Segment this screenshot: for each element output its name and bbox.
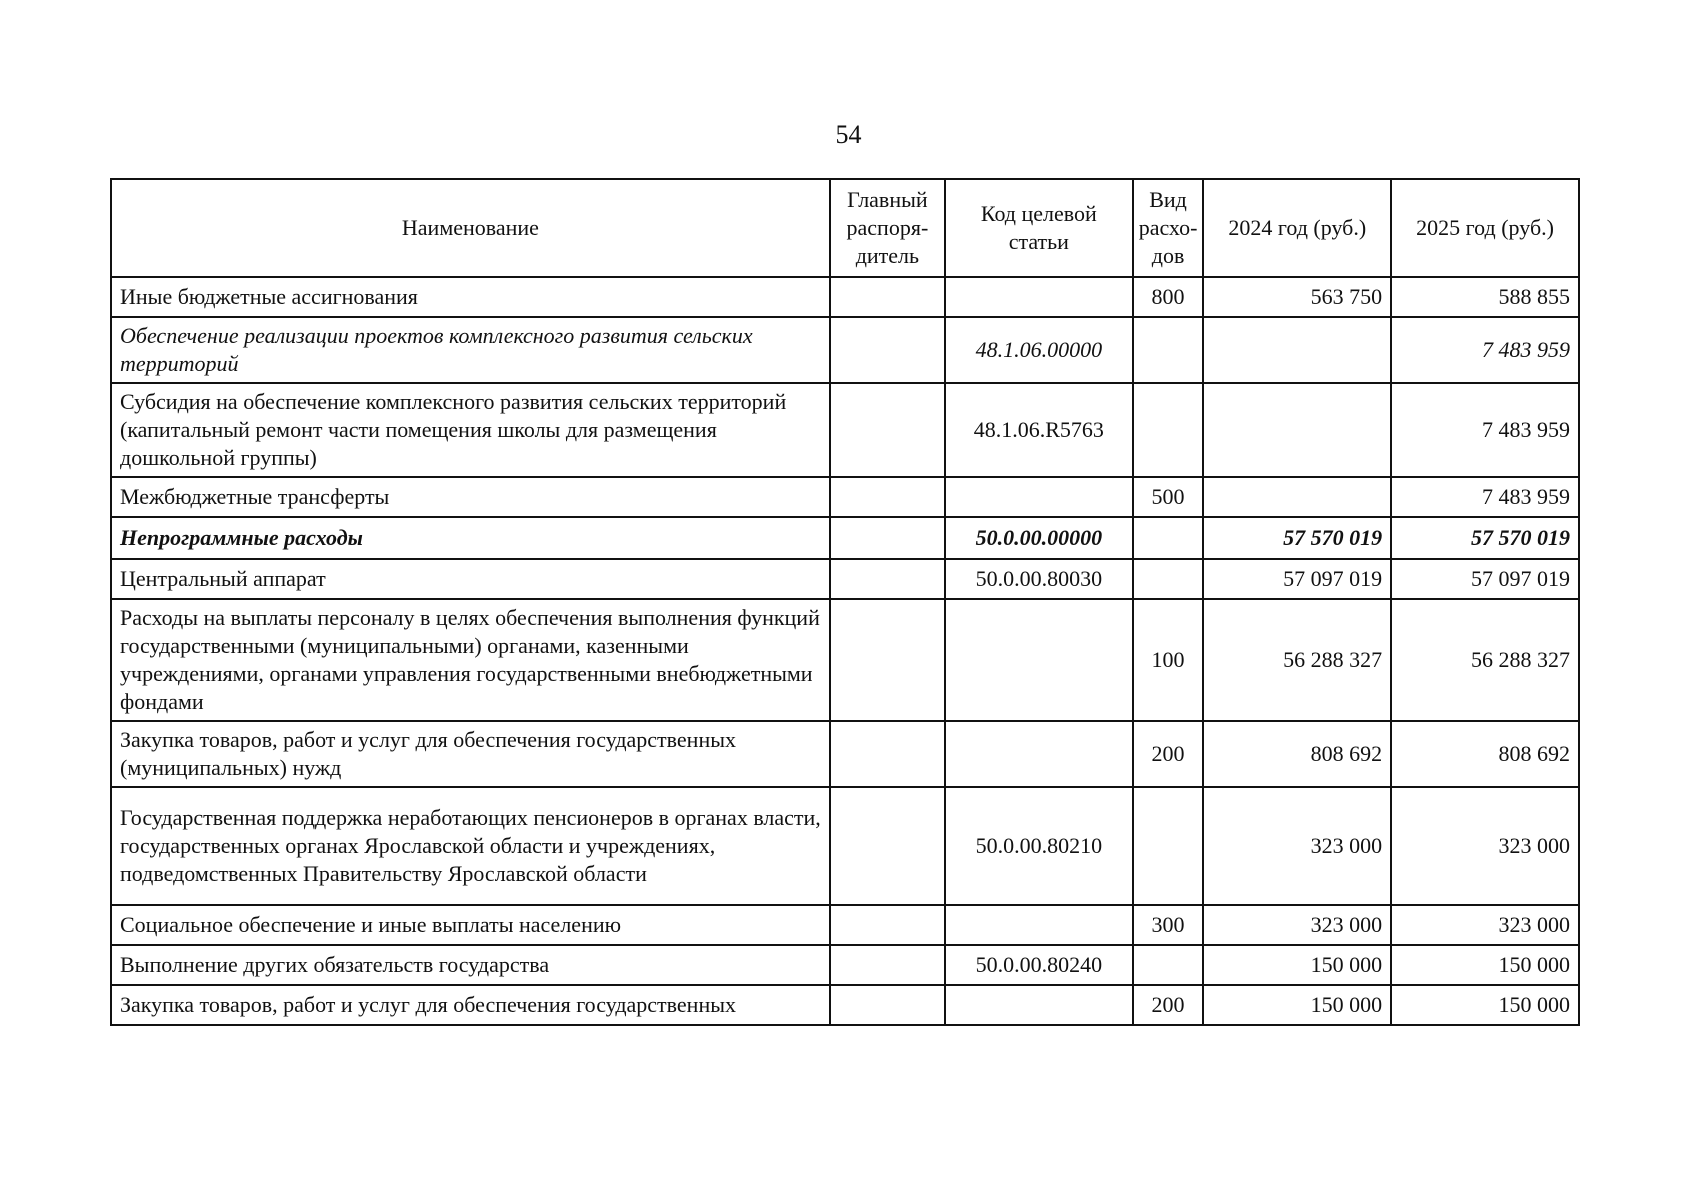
cell-year-2024 [1203,477,1391,517]
cell-year-2025: 7 483 959 [1391,477,1579,517]
cell-name: Государственная поддержка неработающих пенсионеров в органах власти, государственных органах Ярославской области и учреждениях, подведомственных Правительству Ярославской области [111,787,830,905]
cell-year-2025: 57 097 019 [1391,559,1579,599]
cell-year-2024: 56 288 327 [1203,599,1391,721]
budget-table [110,178,1580,1026]
cell-year-2025: 323 000 [1391,905,1579,945]
cell-year-2024: 150 000 [1203,985,1391,1025]
cell-vid: 200 [1133,985,1204,1025]
cell-year-2024 [1203,383,1391,477]
cell-name: Выполнение других обязательств государства [111,945,830,985]
cell-name: Расходы на выплаты персоналу в целях обеспечения выполнения функций государственными (муниципальными) органами, казенными учреждениями, органами управления государственными внебюджетными фондами [111,599,830,721]
cell-year-2025: 150 000 [1391,985,1579,1025]
table-row [111,945,1579,985]
cell-year-2024: 57 570 019 [1203,517,1391,559]
header-year-2024: 2024 год (руб.) [1203,179,1391,277]
cell-name: Центральный аппарат [111,559,830,599]
cell-name: Обеспечение реализации проектов комплексного развития сельских территорий [111,317,830,383]
table-row [111,559,1579,599]
cell-code: 48.1.06.R5763 [945,383,1133,477]
cell-year-2024: 57 097 019 [1203,559,1391,599]
table-row [111,721,1579,787]
cell-code: 48.1.06.00000 [945,317,1133,383]
cell-vid [1133,945,1204,985]
cell-code: 50.0.00.80210 [945,787,1133,905]
cell-name: Закупка товаров, работ и услуг для обеспечения государственных [111,985,830,1025]
cell-vid [1133,517,1204,559]
cell-code [945,905,1133,945]
cell-code [945,599,1133,721]
cell-name: Субсидия на обеспечение комплексного развития сельских территорий (капитальный ремонт части помещения школы для размещения дошкольной группы) [111,383,830,477]
table-row [111,599,1579,721]
header-name: Наименование [111,179,830,277]
table-row [111,277,1579,317]
cell-code [945,721,1133,787]
header-vid: Вид расхо-дов [1133,179,1204,277]
cell-admin [830,317,945,383]
cell-admin [830,599,945,721]
cell-year-2025: 808 692 [1391,721,1579,787]
cell-code: 50.0.00.80240 [945,945,1133,985]
cell-admin [830,559,945,599]
cell-year-2024: 323 000 [1203,787,1391,905]
cell-vid [1133,383,1204,477]
cell-code [945,477,1133,517]
cell-code [945,277,1133,317]
cell-admin [830,945,945,985]
page-number: 54 [835,120,862,149]
cell-year-2025: 56 288 327 [1391,599,1579,721]
header-year-2025: 2025 год (руб.) [1391,179,1579,277]
cell-admin [830,277,945,317]
cell-admin [830,985,945,1025]
cell-name: Иные бюджетные ассигнования [111,277,830,317]
cell-admin [830,517,945,559]
cell-vid: 800 [1133,277,1204,317]
cell-name: Закупка товаров, работ и услуг для обеспечения государственных (муниципальных) нужд [111,721,830,787]
table-row [111,787,1579,905]
cell-admin [830,383,945,477]
cell-vid: 100 [1133,599,1204,721]
cell-vid [1133,317,1204,383]
header-admin: Главный распоря-дитель [830,179,945,277]
table-header-row [111,179,1579,277]
cell-year-2025: 7 483 959 [1391,383,1579,477]
cell-name: Непрограммные расходы [111,517,830,559]
cell-vid [1133,787,1204,905]
cell-admin [830,905,945,945]
cell-vid: 500 [1133,477,1204,517]
cell-code: 50.0.00.80030 [945,559,1133,599]
cell-vid [1133,559,1204,599]
table-row [111,985,1579,1025]
cell-year-2024: 563 750 [1203,277,1391,317]
cell-year-2025: 588 855 [1391,277,1579,317]
table-row [111,477,1579,517]
table-row [111,317,1579,383]
cell-code [945,985,1133,1025]
cell-year-2024: 150 000 [1203,945,1391,985]
cell-year-2024: 808 692 [1203,721,1391,787]
cell-name: Межбюджетные трансферты [111,477,830,517]
cell-admin [830,477,945,517]
cell-year-2025: 57 570 019 [1391,517,1579,559]
table-row [111,905,1579,945]
cell-year-2024 [1203,317,1391,383]
cell-year-2024: 323 000 [1203,905,1391,945]
cell-code: 50.0.00.00000 [945,517,1133,559]
cell-admin [830,787,945,905]
cell-vid: 300 [1133,905,1204,945]
cell-year-2025: 150 000 [1391,945,1579,985]
cell-year-2025: 323 000 [1391,787,1579,905]
header-code: Код целевой статьи [945,179,1133,277]
table-row [111,517,1579,559]
cell-year-2025: 7 483 959 [1391,317,1579,383]
cell-name: Социальное обеспечение и иные выплаты населению [111,905,830,945]
cell-admin [830,721,945,787]
cell-vid: 200 [1133,721,1204,787]
table-row [111,383,1579,477]
table-body [111,277,1579,1025]
